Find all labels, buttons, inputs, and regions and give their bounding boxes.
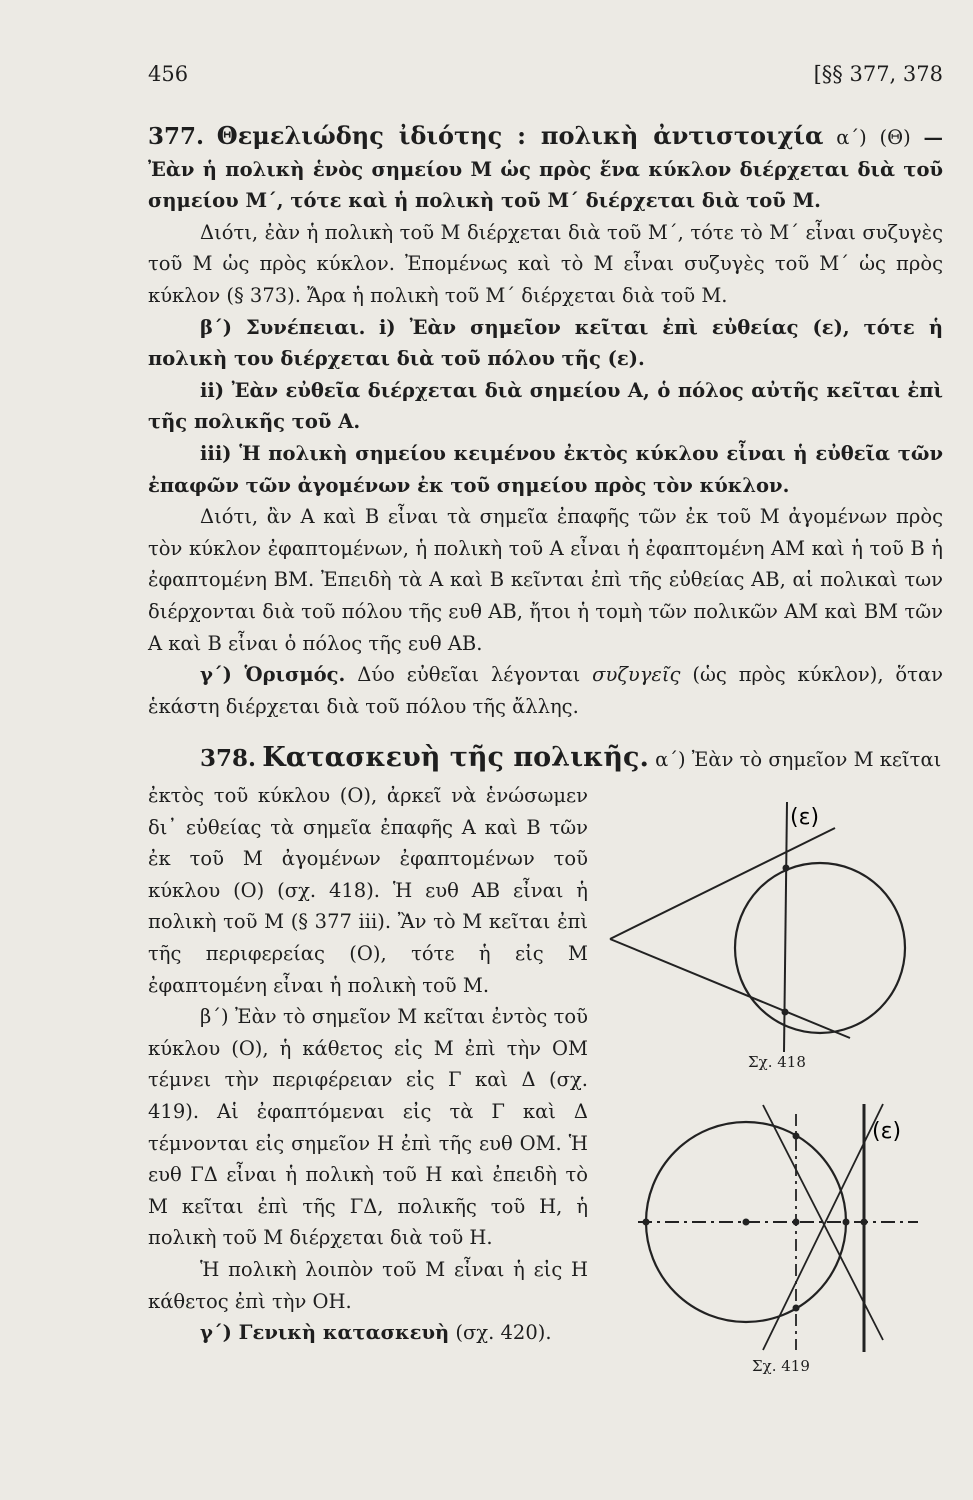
fig419-label-e: (ε)	[872, 1119, 902, 1144]
s378-heading	[148, 742, 943, 776]
s378-b-conclusion: Ἡ πολικὴ λοιπὸν τοῦ Μ εἶναι ἡ εἰς Η κάθετος ἐπὶ τὴν ΟΗ.	[148, 1257, 588, 1313]
s377-c-paragraph	[148, 659, 943, 722]
fig418-point-b	[782, 1009, 789, 1016]
s378-a-text: ἐκτὸς τοῦ κύκλου (Ο), ἀρκεῖ νὰ ἑνώσωμεν δι᾿ εὐθείας τὰ σημεῖα ἐπαφῆς Α καὶ Β τῶν ἐκ τοῦ Μ ἀγομένων ἐφαπτομένων τοῦ κύκλου (Ο) (σχ. 418). Ἡ ευθ ΑΒ εἶναι ἡ πολικὴ τοῦ Μ (§ 377 iii). Ἂν τὸ Μ κεῖται ἐπὶ τῆς περιφερείας (Ο), τότε ἡ εἰς Μ ἐφαπτομένη εἶναι ἡ πολικὴ τοῦ Μ.	[148, 784, 588, 997]
page-header	[148, 62, 943, 92]
fig419-point-b	[843, 1219, 850, 1226]
s378-number: 378.	[200, 745, 257, 772]
section-377	[148, 120, 943, 722]
s377-b-label: β΄) Συνέπειαι.	[200, 315, 366, 339]
fig419-point-d	[793, 1133, 800, 1140]
s378-a-first: α΄) Ἐὰν τὸ σημεῖον Μ κεῖται	[655, 748, 942, 771]
fig419-point-o	[743, 1219, 750, 1226]
page-number: 456	[148, 62, 189, 86]
s377-a-proof: Διότι, ἐὰν ἡ πολικὴ τοῦ Μ διέρχεται διὰ τοῦ Μ΄, τότε τὸ Μ΄ εἶναι συζυγὲς τοῦ Μ ὡς πρὸς κύκλον. Ἐπομένως καὶ τὸ Μ εἶναι συζυγὲς τοῦ Μ΄ ὡς πρὸς κύκλον (§ 373). Ἄρα ἡ πολικὴ τοῦ Μ΄ διέρχεται διὰ τοῦ Μ.	[148, 220, 943, 307]
s377-b-ii: ii) Ἐὰν εὐθεῖα διέρχεται διὰ σημείου Α, ὁ πόλος αὐτῆς κεῖται ἐπὶ τῆς πολικῆς τοῦ Α.	[148, 378, 943, 434]
s377-a-label: α΄) (Θ)	[836, 126, 911, 149]
s378-c-ref: (σχ. 420).	[455, 1321, 552, 1345]
fig418-tangent-mb	[610, 939, 850, 1038]
s378-b-text: β΄) Ἐὰν τὸ σημεῖον Μ κεῖται ἐντὸς τοῦ κύκλου (Ο), ἡ κάθετος εἰς Μ ἐπὶ τὴν ΟΜ τέμνει τὴν περιφέρειαν εἰς Γ καὶ Δ (σχ. 419). Αἱ ἐφαπτόμεναι εἰς τὰ Γ καὶ Δ τέμνονται εἰς σημεῖον Η ἐπὶ τῆς ευθ ΟΜ. Ἡ ευθ ΓΔ εἶναι ἡ πολικὴ τοῦ Η καὶ ἐπειδὴ τὸ Μ κεῖται ἐπὶ τῆς ΓΔ, πολικῆς τοῦ Η, ἡ πολικὴ τοῦ Μ διέρχεται διὰ τοῦ Η.	[148, 1005, 588, 1250]
s377-number: 377.	[148, 123, 205, 150]
s377-b-i: i) Ἐὰν σημεῖον κεῖται ἐπὶ εὐθείας (ε), τότε ἡ πολικὴ του διέρχεται διὰ τοῦ πόλου τῆς (ε).	[148, 315, 943, 371]
s377-c-term: συζυγεῖς	[592, 663, 681, 687]
section-reference: [§§ 377, 378	[813, 62, 943, 86]
fig418-tangent-ma	[610, 828, 835, 939]
fig419-point-g	[793, 1305, 800, 1312]
figure-418	[600, 790, 940, 1060]
s377-heading-paragraph	[148, 120, 943, 217]
s378-column	[148, 780, 588, 1349]
fig418-label-e: (ε)	[790, 805, 820, 830]
s378-title: Κατασκευὴ τῆς πολικῆς.	[262, 742, 649, 773]
s378-c-paragraph	[148, 1317, 588, 1349]
fig418-point-a	[783, 865, 790, 872]
fig418-circle	[735, 863, 905, 1033]
s377-c-label: γ΄) Ὁρισμός.	[200, 663, 346, 687]
s378-c-label: γ΄) Γενικὴ κατασκευὴ	[200, 1321, 450, 1345]
s377-c-text-2: (ὡς πρὸς κύκλον), ὅταν ἑκάστη διέρχεται διὰ τοῦ πόλου τῆς ἄλλης.	[148, 663, 943, 718]
s377-b-proof: Διότι, ἂν Α καὶ Β εἶναι τὰ σημεῖα ἐπαφῆς τῶν ἐκ τοῦ Μ ἀγομένων πρὸς τὸν κύκλον ἐφαπτομένων, ἡ πολικὴ τοῦ Α εἶναι ἡ ἐφαπτομένη ΑΜ καὶ ἡ τοῦ Β ἡ ἐφαπτομένη ΒΜ. Ἐπειδὴ τὰ Α καὶ Β κεῖνται ἐπὶ τῆς εὐθείας ΑΒ, αἱ πολικαὶ των διέρχονται διὰ τοῦ πόλου τῆς ευθ ΑΒ, ἤτοι ἡ τομὴ τῶν πολικῶν ΑΜ καὶ ΒΜ τῶν Α καὶ Β εἶναι ὁ πόλος τῆς ευθ ΑΒ.	[148, 505, 943, 655]
s377-title: Θεμελιώδης ἰδιότης : πολικὴ ἀντιστοιχία	[216, 121, 824, 150]
s377-b-paragraph	[148, 312, 943, 375]
s377-a-theorem: — Ἐὰν ἡ πολικὴ ἑνὸς σημείου Μ ὡς πρὸς ἕνα κύκλον διέρχεται διὰ τοῦ σημείου Μ΄, τότε καὶ ἡ πολικὴ τοῦ Μ΄ διέρχεται διὰ τοῦ Μ.	[148, 126, 943, 213]
fig419-caption: Σχ. 419	[752, 1357, 810, 1375]
fig419-point-h	[861, 1219, 868, 1226]
fig419-point-m	[793, 1219, 800, 1226]
fig419-point-a	[643, 1219, 650, 1226]
figure-419	[628, 1100, 928, 1355]
s377-b-iii: iii) Ἡ πολικὴ σημείου κειμένου ἐκτὸς κύκλου εἶναι ἡ εὐθεῖα τῶν ἐπαφῶν τῶν ἀγομένων ἐκ τοῦ σημείου πρὸς τὸν κύκλον.	[148, 441, 943, 497]
s377-c-text-1: Δύο εὐθεῖαι λέγονται	[357, 663, 581, 687]
fig418-caption: Σχ. 418	[748, 1053, 806, 1071]
